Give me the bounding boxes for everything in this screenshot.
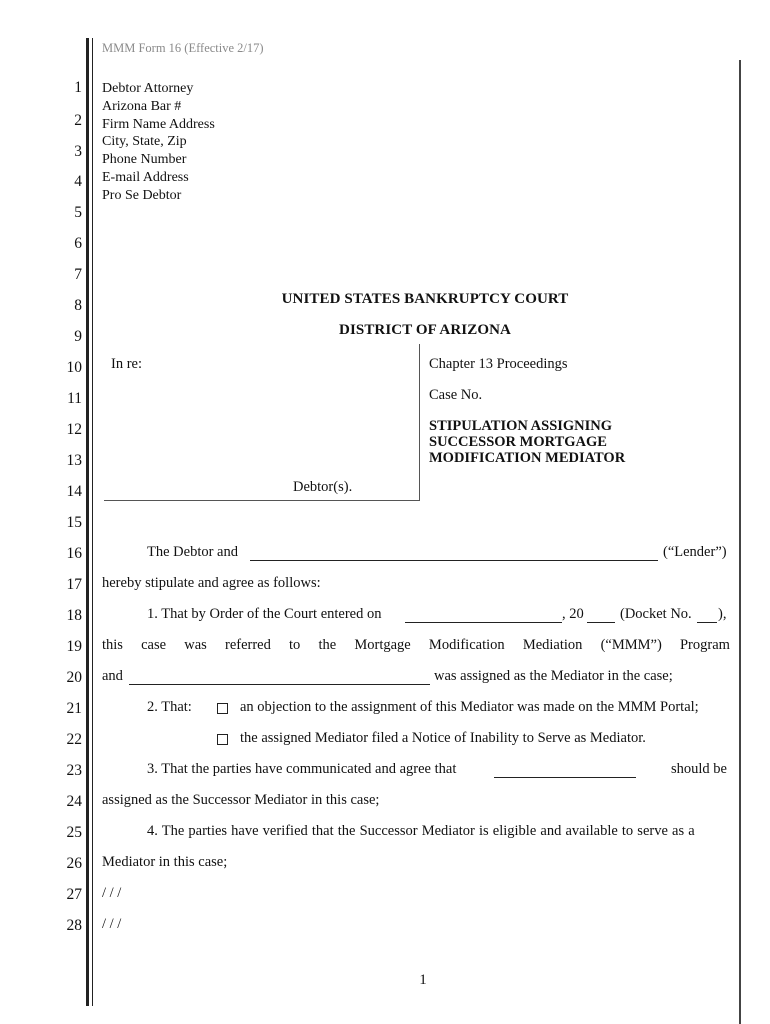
word: this	[102, 637, 123, 653]
attorney-pro-se: Pro Se Debtor	[102, 187, 182, 203]
left-margin-rule-thin	[92, 38, 93, 1006]
line-number: 9	[74, 328, 82, 345]
line-number: 12	[66, 421, 82, 438]
line-number: 25	[66, 824, 82, 841]
paragraph-2-label: 2. That:	[147, 699, 192, 715]
attorney-firm: Firm Name Address	[102, 116, 215, 132]
document-title	[429, 418, 625, 466]
line-number: 17	[66, 576, 82, 593]
objection-option-text: an objection to the assignment of this Mediator was made on the MMM Portal;	[240, 699, 699, 715]
docket-close: ),	[718, 606, 727, 622]
line-number: 18	[66, 607, 82, 624]
lender-label: (“Lender”)	[663, 544, 727, 560]
should-be-text: should be	[671, 761, 727, 777]
line-number: 4	[74, 173, 82, 190]
line-number: 15	[66, 514, 82, 531]
successor-mediator-blank[interactable]	[494, 777, 636, 778]
line-number: 28	[66, 917, 82, 934]
and-text: and	[102, 668, 123, 684]
line-number: 16	[66, 545, 82, 562]
word: Modification	[428, 637, 505, 653]
court-district: DISTRICT OF ARIZONA	[339, 322, 511, 338]
attorney-city: City, State, Zip	[102, 134, 187, 150]
paragraph-3-intro: 3. That the parties have communicated and agree that	[147, 761, 457, 777]
successor-assigned-text: assigned as the Successor Mediator in this case;	[102, 792, 380, 808]
chapter-label: Chapter 13 Proceedings	[429, 356, 568, 372]
caption-divider-vertical	[419, 344, 420, 501]
document-title-line: SUCCESSOR MORTGAGE	[429, 434, 607, 450]
docket-number-blank[interactable]	[697, 622, 717, 623]
line-number: 3	[74, 143, 82, 160]
line-number: 5	[74, 204, 82, 221]
year-prefix: , 20	[562, 606, 584, 622]
line-number: 13	[66, 452, 82, 469]
form-label: MMM Form 16 (Effective 2/17)	[102, 41, 264, 55]
line-number: 8	[74, 297, 82, 314]
line-number: 24	[66, 793, 82, 810]
document-title-line: MODIFICATION MEDIATOR	[429, 450, 626, 466]
continuation-slashes: / / /	[102, 885, 122, 901]
line-number: 23	[66, 762, 82, 779]
word: Program	[679, 637, 730, 653]
docket-label: (Docket No.	[620, 606, 692, 622]
attorney-info-block	[102, 80, 215, 205]
line-number: 27	[66, 886, 82, 903]
line-number: 10	[66, 359, 82, 376]
line-number: 14	[66, 483, 82, 500]
line-number: 1	[74, 79, 82, 96]
line-number: 6	[74, 235, 82, 252]
mediator-in-case-text: Mediator in this case;	[102, 854, 228, 870]
stipulate-text: hereby stipulate and agree as follows:	[102, 575, 321, 591]
attorney-email: E-mail Address	[102, 169, 189, 185]
line-number: 7	[74, 266, 82, 283]
debtors-label: Debtor(s).	[293, 479, 353, 495]
line-number: 26	[66, 855, 82, 872]
inability-option-text: the assigned Mediator filed a Notice of Inability to Serve as Mediator.	[240, 730, 646, 746]
lender-name-blank[interactable]	[250, 560, 658, 561]
word: (“MMM”)	[600, 637, 662, 653]
right-margin-rule	[739, 60, 741, 1024]
line-number: 20	[66, 669, 82, 686]
attorney-phone: Phone Number	[102, 152, 187, 168]
continuation-slashes: / / /	[102, 916, 122, 932]
paragraph-4-text: 4. The parties have verified that the Successor Mediator is eligible and available to serve as a	[147, 823, 695, 839]
word: Mortgage	[354, 637, 411, 653]
document-title-line: STIPULATION ASSIGNING	[429, 418, 613, 434]
word: to	[289, 637, 301, 653]
line-number: 11	[67, 390, 82, 407]
attorney-bar: Arizona Bar #	[102, 98, 182, 114]
mediator-name-blank[interactable]	[129, 684, 430, 685]
year-blank[interactable]	[587, 622, 615, 623]
assigned-mediator-text: was assigned as the Mediator in the case;	[434, 668, 673, 684]
line-number: 19	[66, 638, 82, 655]
objection-checkbox[interactable]	[217, 703, 228, 714]
word: referred	[224, 637, 271, 653]
in-re-label: In re:	[111, 356, 142, 372]
line-number: 22	[66, 731, 82, 748]
paragraph-1-intro: 1. That by Order of the Court entered on	[147, 606, 382, 622]
order-date-blank[interactable]	[405, 622, 562, 623]
line-number: 21	[66, 700, 82, 717]
line-number: 2	[74, 112, 82, 129]
caption-divider-horizontal	[104, 500, 420, 501]
word: case	[141, 637, 167, 653]
referral-line	[102, 637, 730, 654]
inability-checkbox[interactable]	[217, 734, 228, 745]
debtor-and-text: The Debtor and	[147, 544, 238, 560]
word: Mediation	[522, 637, 583, 653]
left-margin-rule	[86, 38, 89, 1006]
case-no-label: Case No.	[429, 387, 483, 403]
word: the	[318, 637, 337, 653]
attorney-name: Debtor Attorney	[102, 81, 194, 96]
court-name: UNITED STATES BANKRUPTCY COURT	[281, 291, 569, 307]
page-number: 1	[419, 972, 427, 988]
word: was	[184, 637, 207, 653]
